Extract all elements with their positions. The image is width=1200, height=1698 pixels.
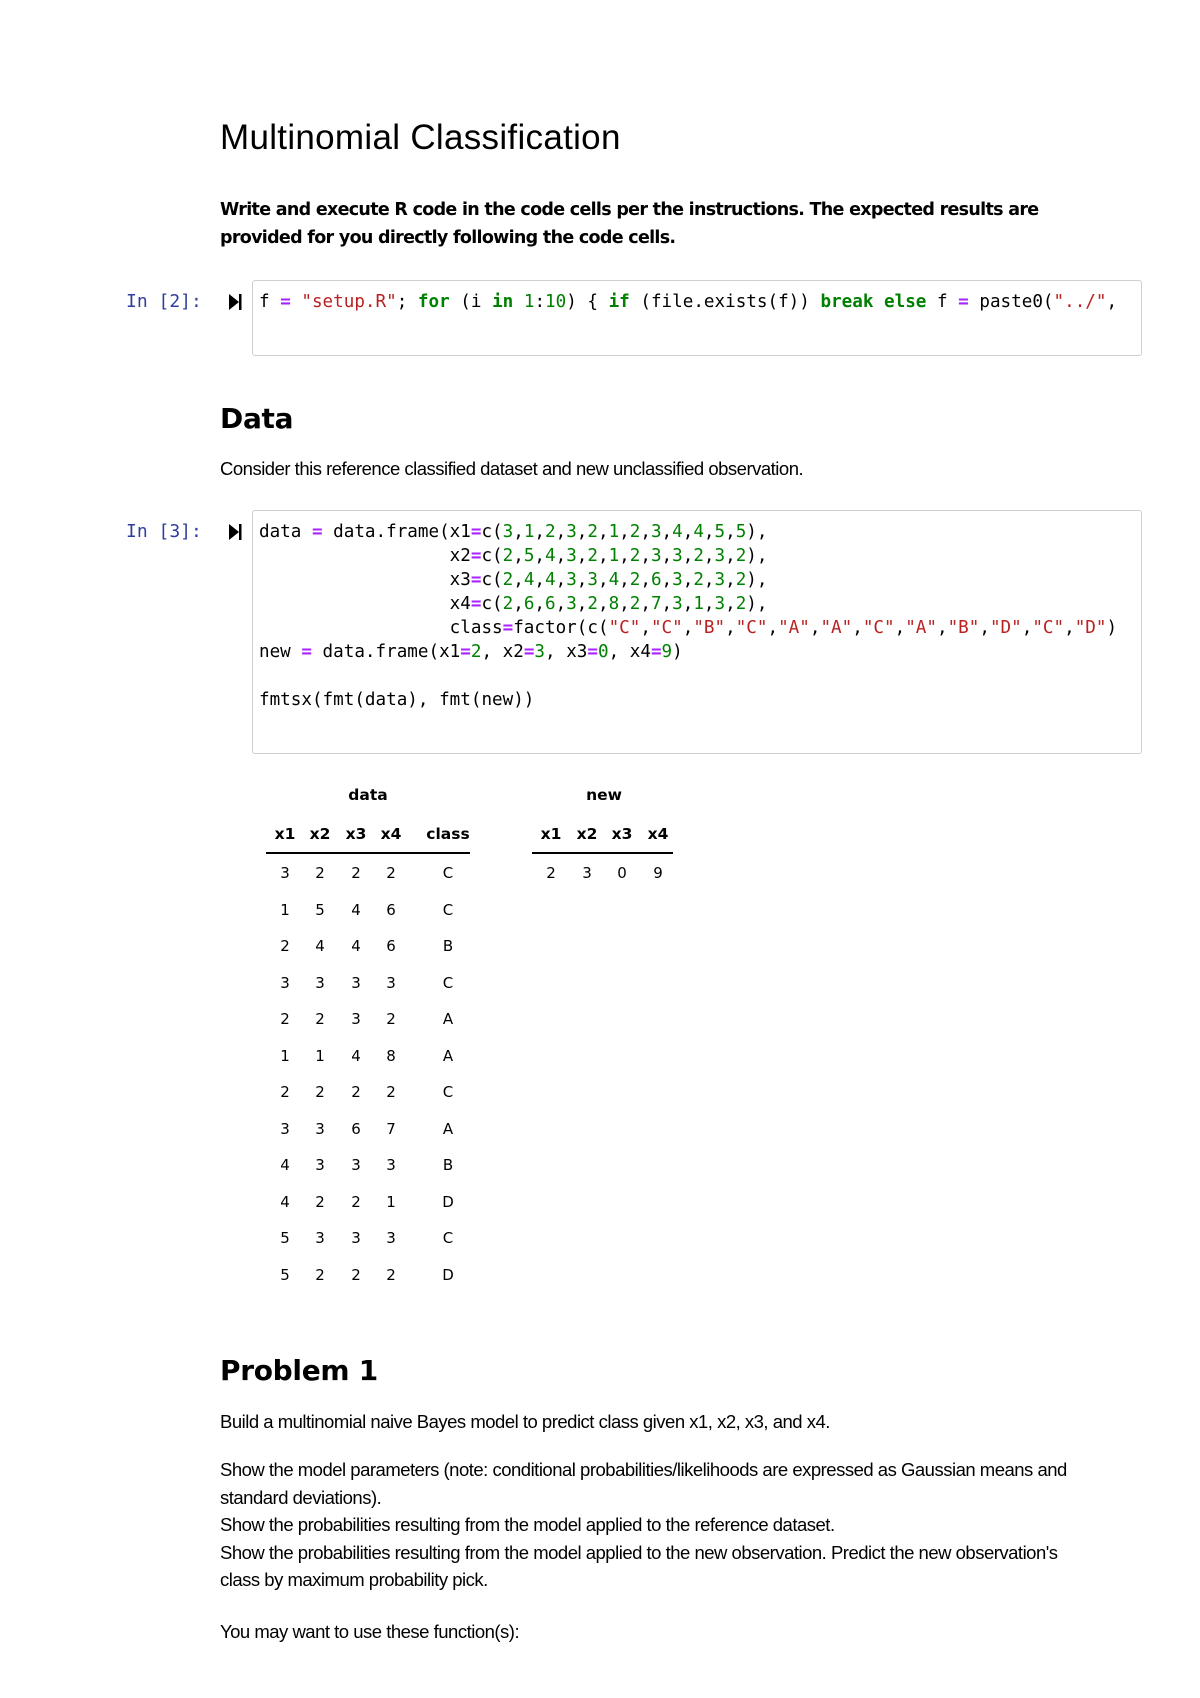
code-token: , [513,570,524,590]
code-token: data [259,522,312,542]
code-token: 3 [587,570,598,590]
table-cell: 2 [315,1083,325,1101]
code-token: , [725,522,736,542]
code-token: "D" [989,618,1022,638]
code-token: (i [449,292,493,312]
code-token: 3 [714,594,726,614]
code-token: , [534,594,546,614]
code-token: ) [1106,618,1118,638]
code-token: , [703,570,715,590]
code-token: 2 [502,594,514,614]
code-editor-data[interactable] [259,520,1117,712]
code-token: ) [672,642,683,662]
code-token: , [597,546,609,566]
code-token: = [958,292,969,312]
column-header: x2 [576,825,598,843]
code-token: = [470,594,482,614]
code-token: , [555,594,567,614]
code-token: = [470,546,482,566]
code-token: , [703,594,715,614]
code-line [259,592,1117,616]
code-token: "B" [947,618,980,638]
code-token: 2 [629,522,641,542]
code-token: 3 [566,546,577,566]
table-cell: 6 [386,900,396,919]
code-token: paste0( [968,292,1054,312]
table-cell: 2 [386,1265,396,1284]
functions-hint: You may want to use these function(s): [220,1621,520,1642]
table-cell: 1 [280,900,290,919]
code-token: c( [481,546,503,566]
table-cell: 2 [315,1010,325,1028]
code-line [259,664,1117,688]
code-token: else [884,292,927,312]
code-line [259,568,1117,592]
table-cell: 3 [315,1119,325,1138]
code-token: , [767,618,779,638]
table-cell: 2 [315,1265,325,1284]
code-token: f [926,292,959,312]
code-line [259,640,1117,664]
code-token: , [597,522,609,542]
table-cell: 4 [351,900,361,919]
code-token: data.frame(x1 [311,642,461,662]
code-token: , [576,546,588,566]
code-token: , [640,570,651,590]
code-token: = [470,570,482,590]
table-cell: D [442,1265,454,1284]
code-token: x4 [259,594,471,614]
code-token: 4 [545,570,556,590]
code-token: , [725,594,736,614]
table-cell: 4 [280,1156,290,1174]
table-cell: 2 [386,864,396,882]
code-token: , [682,594,694,614]
code-token: 3 [566,570,577,590]
table-cell: 2 [280,937,290,955]
code-token: "C" [862,618,895,638]
run-cell-icon[interactable] [228,292,242,312]
code-token: 1 [693,594,704,614]
table-cell: 1 [386,1192,396,1211]
code-line [259,544,1117,568]
code-token: , [1106,292,1118,312]
code-token: , [979,618,990,638]
code-token: "setup.R" [301,292,397,312]
code-token: , [513,594,524,614]
table-header-rule [266,852,470,854]
code-token: 5 [523,546,535,566]
table-cell: 3 [351,1229,361,1247]
table-cell: 6 [351,1119,361,1138]
code-token: 3 [650,522,662,542]
section-heading-problem1: Problem 1 [220,1354,378,1387]
code-token: , [725,570,736,590]
table-cell: 2 [351,1265,361,1284]
code-token: 3 [534,642,546,662]
code-token: 2 [587,546,598,566]
table-cell: 3 [280,864,290,882]
code-token: , [534,522,546,542]
code-token: , [576,570,588,590]
code-token: , [661,546,673,566]
code-token: 3 [714,570,726,590]
code-token [513,292,524,312]
code-token: ), [746,546,768,566]
column-header: x4 [647,825,669,843]
code-token: = [502,618,514,638]
table-cell: 4 [280,1192,290,1211]
code-token: = [280,292,291,312]
run-cell-icon[interactable] [228,522,242,542]
table-cell: 8 [386,1046,396,1065]
table-cell: 3 [315,1229,325,1247]
code-token: 0 [597,642,609,662]
table-cell: 1 [315,1046,325,1065]
table-cell: C [442,864,454,882]
code-token: , [534,546,546,566]
table-cell: 7 [386,1119,396,1138]
code-token: ; [396,292,418,312]
code-token: 5 [735,522,747,542]
code-token: , x4 [608,642,651,662]
code-token: factor(c( [513,618,609,638]
instruction-new-probabilities: Show the probabilities resulting from the model applied to the new observation. Predict the new observation's class by maximum probability pick. [220,1541,1058,1590]
code-token: , [661,570,673,590]
code-line [259,616,1117,640]
code-token: 2 [587,522,598,542]
code-token: , x3 [545,642,588,662]
code-token: data.frame(x1 [322,522,471,542]
code-token: "D" [1074,618,1107,638]
code-token: , [682,522,694,542]
code-token: = [460,642,471,662]
code-token: = [311,522,323,542]
table-cell: 3 [351,973,361,992]
code-token: 2 [587,594,598,614]
code-token: 2 [693,570,704,590]
code-token: 2 [629,594,641,614]
data-description: Consider this reference classified dataset and new unclassified observation. [220,458,804,479]
code-token: 2 [502,546,514,566]
problem1-text: Build a multinomial naive Bayes model to predict class given x1, x2, x3, and x4. [220,1411,830,1432]
table-cell: C [442,1083,454,1101]
table-cell: 5 [315,900,325,919]
code-token: , [1064,618,1075,638]
code-token: 4 [693,522,704,542]
code-token: , [555,546,567,566]
table-cell: 2 [280,1083,290,1101]
code-token: 2 [735,570,747,590]
code-token: in [492,292,514,312]
code-token: , [725,618,736,638]
code-token: c( [481,594,503,614]
column-header: x3 [611,825,633,843]
code-token: 3 [714,546,726,566]
table-cell: 2 [351,864,361,882]
code-token: 6 [650,570,662,590]
code-token: 10 [545,292,567,312]
table-cell: D [442,1192,454,1211]
code-token: ), [746,570,768,590]
code-token: 2 [545,522,556,542]
code-token: "A" [820,618,853,638]
code-token: , [597,594,609,614]
code-token: , [1021,618,1033,638]
code-token: 7 [650,594,662,614]
table-cell: C [442,973,454,992]
code-token: 3 [502,522,514,542]
instruction-parameters: Show the model parameters (note: conditional probabilities/likelihoods are expressed as Gaussian means and standard deviations). [220,1459,1067,1508]
code-token: 5 [714,522,726,542]
table-cell: 2 [315,864,325,882]
code-token: "C" [608,618,641,638]
code-token: = [470,522,482,542]
code-token: f [259,292,281,312]
table-cell: C [442,900,454,919]
table-cell: 3 [280,973,290,992]
code-token: x3 [259,570,471,590]
table-cell: 2 [546,864,556,882]
code-token: 3 [672,570,683,590]
code-token: , [576,594,588,614]
code-token: , [619,570,630,590]
code-token: = [523,642,535,662]
table-cell: 3 [386,1156,396,1174]
code-token: , x2 [481,642,524,662]
cell-prompt: In [3]: [126,521,202,542]
code-token: "../" [1053,292,1107,312]
table-cell: 4 [315,937,325,955]
table-cell: 0 [617,864,627,882]
table-caption: data [348,786,388,804]
code-token: (file.exists(f)) [629,292,821,312]
cell-prompt: In [2]: [126,291,202,312]
code-token: , [661,594,673,614]
code-token: 2 [735,546,747,566]
page-title: Multinomial Classification [220,118,621,157]
column-header: x3 [345,825,367,843]
column-header: x4 [380,825,402,843]
table-cell: 5 [280,1229,290,1247]
table-cell: 5 [280,1265,290,1284]
table-cell: 2 [280,1010,290,1028]
code-token: , [809,618,821,638]
table-cell: 3 [582,864,592,882]
column-header: x1 [274,825,296,843]
code-token: break [820,292,874,312]
code-token: 4 [523,570,535,590]
code-token: c( [481,570,503,590]
code-token: , [597,570,609,590]
table-cell: 9 [653,864,663,882]
code-token: , [725,546,736,566]
code-token: , [703,522,715,542]
code-token: , [682,546,694,566]
code-token: 2 [629,570,641,590]
code-token: , [576,522,588,542]
code-token: 1 [523,522,535,542]
code-token [291,292,302,312]
code-token: 2 [629,546,641,566]
code-token: 4 [545,546,556,566]
code-token: 1 [608,522,620,542]
code-token: ) { [566,292,609,312]
table-cell: B [442,1156,454,1174]
table-cell: 3 [386,973,396,992]
code-token: , [619,546,630,566]
table-cell: 2 [315,1192,325,1211]
table-cell: 2 [386,1010,396,1028]
code-token: 6 [523,594,535,614]
code-token: , [513,522,524,542]
code-token: "C" [650,618,683,638]
code-token: 3 [672,594,683,614]
code-token: 1 [608,546,620,566]
code-token: "A" [778,618,810,638]
code-token: = [587,642,598,662]
code-editor-setup[interactable] [259,290,1117,314]
code-token: ), [746,522,768,542]
table-cell: 3 [386,1229,396,1247]
column-header: x2 [309,825,331,843]
code-token: 2 [470,642,482,662]
code-token: if [608,292,630,312]
code-token: = [301,642,312,662]
problem1-instructions [220,1456,1100,1594]
code-token: , [534,570,546,590]
code-token: 2 [693,546,704,566]
table-cell: 2 [386,1083,396,1101]
code-token: c( [481,522,503,542]
code-token: , [619,594,630,614]
code-token: 2 [735,594,747,614]
code-token: ), [746,594,768,614]
table-cell: A [442,1119,454,1138]
section-heading-data: Data [220,402,294,435]
code-line [259,688,1117,712]
code-token: : [534,292,546,312]
code-token: 3 [566,522,577,542]
code-token: , [852,618,863,638]
code-token [873,292,884,312]
code-token: , [640,546,651,566]
table-cell: 3 [351,1156,361,1174]
code-token: , [513,546,524,566]
column-header: class [426,825,470,843]
instruction-reference-probabilities: Show the probabilities resulting from the model applied to the reference dataset. [220,1514,835,1535]
code-token: for [417,292,450,312]
table-cell: 3 [351,1010,361,1028]
code-line [259,290,1117,314]
code-token: 9 [661,642,673,662]
table-cell: 3 [315,973,325,992]
table-cell: 3 [315,1156,325,1174]
code-token: fmtsx(fmt(data), fmt(new)) [259,690,535,710]
code-token: 2 [502,570,514,590]
code-token: , [640,522,651,542]
code-token: 3 [650,546,662,566]
code-token: class [259,618,503,638]
code-token: 1 [523,292,535,312]
code-line [259,520,1117,544]
code-token: 3 [566,594,577,614]
code-token: , [682,618,694,638]
code-token: , [703,546,715,566]
code-token: , [682,570,694,590]
table-cell: 4 [351,1046,361,1065]
code-token: 3 [672,546,683,566]
code-token: , [555,522,567,542]
column-header: x1 [540,825,562,843]
code-token: = [650,642,662,662]
code-token: 4 [672,522,683,542]
code-token: , [661,522,673,542]
table-cell: 6 [386,937,396,955]
table-cell: 1 [280,1046,290,1065]
code-token: "B" [693,618,726,638]
table-cell: 2 [351,1083,361,1101]
code-token: new [259,642,302,662]
table-cell: A [442,1046,454,1065]
code-token: , [640,594,651,614]
table-cell: 3 [280,1119,290,1138]
code-token: "C" [735,618,768,638]
code-token: "A" [905,618,937,638]
code-token: , [640,618,651,638]
table-cell: 4 [351,937,361,955]
code-token: 6 [545,594,556,614]
code-token: 4 [608,570,620,590]
code-token: , [936,618,948,638]
table-cell: 2 [351,1192,361,1211]
table-cell: A [442,1010,454,1028]
table-cell: B [442,937,454,955]
intro-text: Write and execute R code in the code cells per the instructions. The expected results are provided for you directly following the code cells. [220,200,1039,248]
table-cell: C [442,1229,454,1247]
code-token: 8 [608,594,620,614]
code-token: , [894,618,906,638]
code-token: , [555,570,567,590]
code-token: "C" [1032,618,1065,638]
code-token: , [619,522,630,542]
code-token: x2 [259,546,471,566]
table-caption: new [586,786,622,804]
table-header-rule [532,852,673,854]
